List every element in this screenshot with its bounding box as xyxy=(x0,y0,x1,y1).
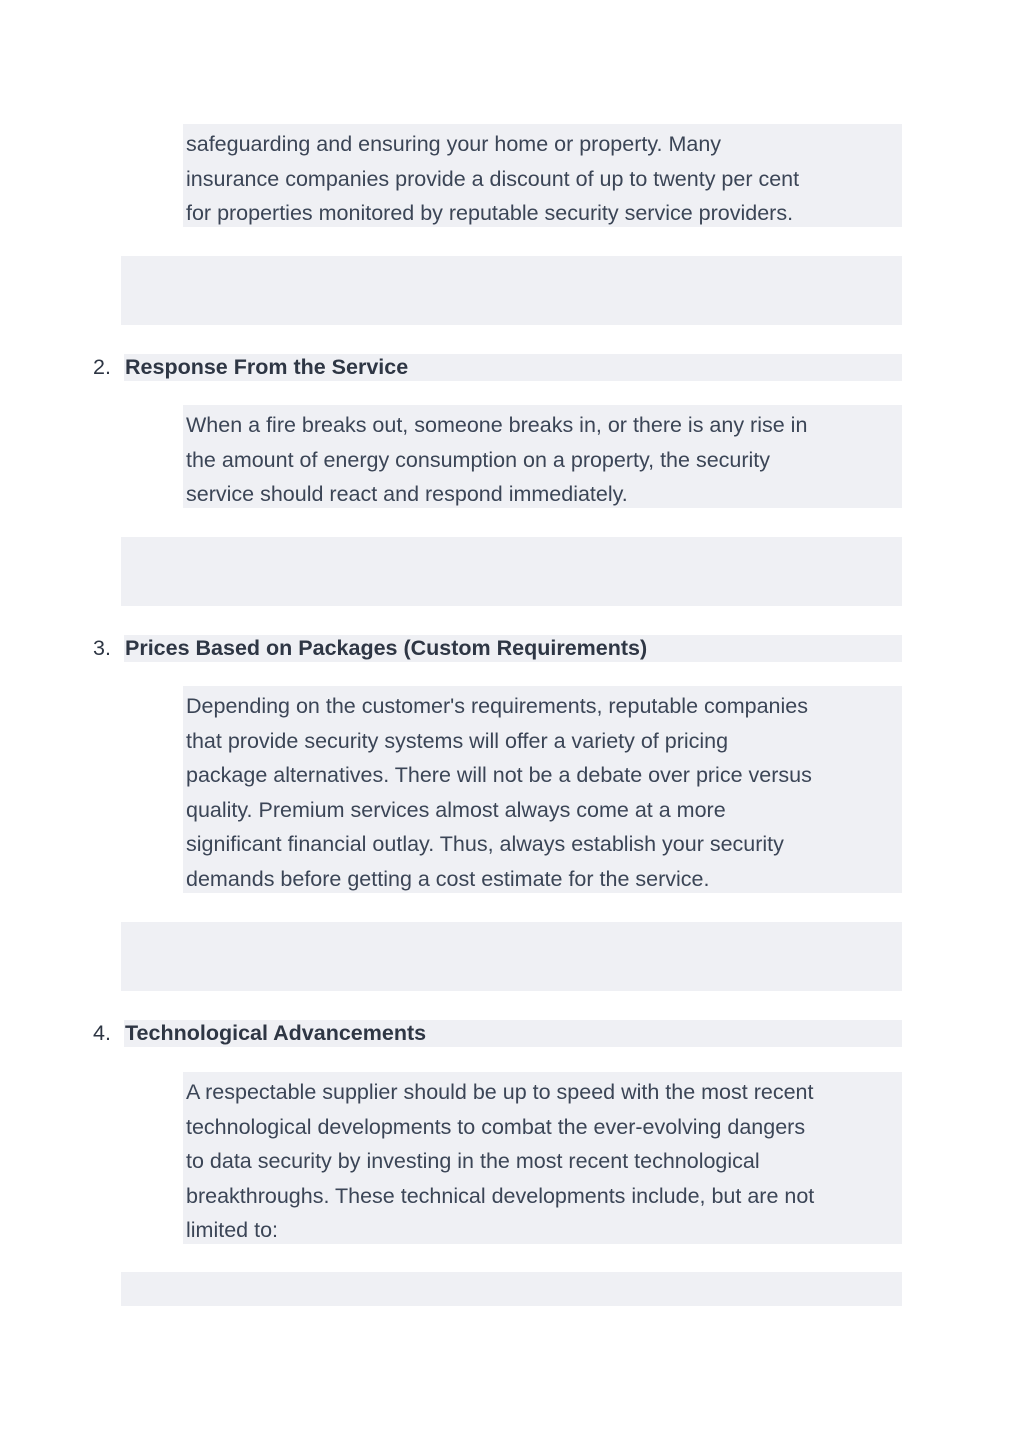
section-title: Prices Based on Packages (Custom Requirements) xyxy=(124,635,902,662)
list-number: 3. xyxy=(93,636,111,660)
paragraph-line: limited to: xyxy=(186,1218,279,1243)
section-heading-prices xyxy=(91,635,902,662)
paragraph-line: service should react and respond immediately. xyxy=(186,482,628,507)
section-title: Response From the Service xyxy=(124,354,902,381)
blank-block xyxy=(121,1272,902,1306)
blank-block xyxy=(121,537,902,606)
section-heading-technology xyxy=(91,1020,902,1047)
paragraph-line: A respectable supplier should be up to speed with the most recent xyxy=(186,1080,814,1104)
paragraph-line: insurance companies provide a discount of up to twenty per cent xyxy=(186,166,800,191)
paragraph-line: Depending on the customer's requirements, reputable companies xyxy=(186,694,808,718)
list-number: 4. xyxy=(93,1021,111,1045)
intro-paragraph xyxy=(183,124,902,227)
paragraph-line: breakthroughs. These technical developments include, but are not xyxy=(186,1183,815,1208)
paragraph-line: package alternatives. There will not be a debate over price versus xyxy=(186,763,812,788)
paragraph-line: safeguarding and ensuring your home or property. Many xyxy=(186,132,722,156)
paragraph-line: significant financial outlay. Thus, always establish your security xyxy=(186,832,784,857)
blank-block xyxy=(121,922,902,991)
paragraph-line: for properties monitored by reputable security service providers. xyxy=(186,201,794,226)
paragraph-line: the amount of energy consumption on a property, the security xyxy=(186,447,771,472)
paragraph-line: quality. Premium services almost always come at a more xyxy=(186,797,726,822)
paragraph-line: demands before getting a cost estimate for the service. xyxy=(186,866,710,891)
section-title: Technological Advancements xyxy=(124,1020,902,1047)
section-paragraph-prices xyxy=(183,686,902,893)
paragraph-line: technological developments to combat the ever-evolving dangers xyxy=(186,1114,806,1139)
paragraph-line: to data security by investing in the most recent technological xyxy=(186,1149,760,1174)
blank-block xyxy=(121,256,902,325)
section-paragraph-response xyxy=(183,405,902,508)
paragraph-line: that provide security systems will offer a variety of pricing xyxy=(186,728,729,753)
paragraph-line: When a fire breaks out, someone breaks in, or there is any rise in xyxy=(186,413,808,437)
section-paragraph-technology xyxy=(183,1072,902,1244)
section-heading-response xyxy=(91,354,902,381)
list-number: 2. xyxy=(93,355,111,379)
